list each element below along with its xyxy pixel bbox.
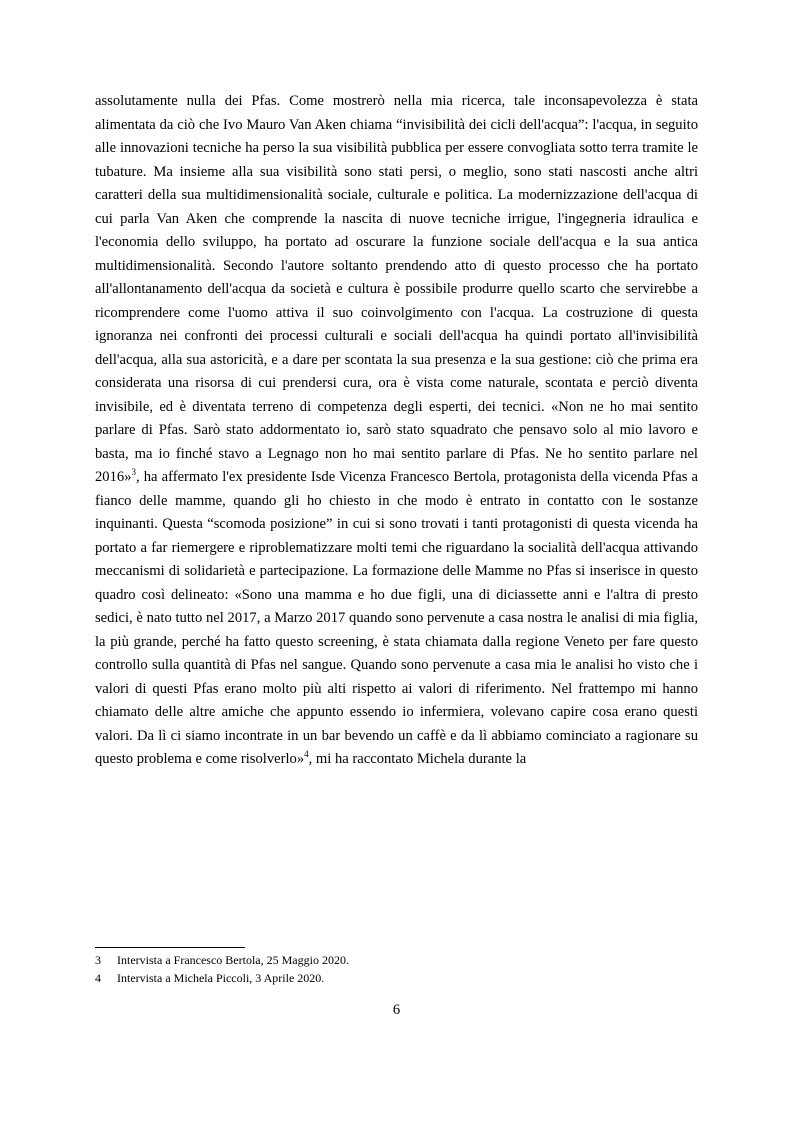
body-text-part-3: , mi ha raccontato Michela durante la bbox=[308, 751, 527, 767]
page-number: 6 bbox=[392, 1002, 401, 1018]
body-text-part-1: assolutamente nulla dei Pfas. Come mostrerò nella mia ricerca, tale inconsapevolezza è stata alimentata da ciò che Ivo Mauro Van Aken chiama “invisibilità dei cicli dell'acqua”: l'acqua, in seguito alle innovazioni tecniche ha perso la sua visibilità pubblica per essere convogliata sotto terra tramite le tubature. Ma insieme alla sua visibilità sono stati persi, o meglio, sono stati nascosti anche altri caratteri della sua multidimensionalità sociale, culturale e politica. La modernizzazione dell'acqua di cui parla Van Aken che comprende la nascita di nuove tecniche irrigue, l'ingegneria idraulica e l'economia dello sviluppo, ha portato ad oscurare la funzione sociale dell'acqua e la sua antica multidimensionalità. Secondo l'autore soltanto prendendo atto di questo processo che ha portato all'allontanamento dell'acqua da società e cultura è possibile produrre quello scarto che servirebbe a ricomprendere come l'uomo attiva il suo coinvolgimento con l'acqua. La costruzione di questa ignoranza nei confronti dei processi culturali e sociali dell'acqua ha quindi portato all'invisibilità dell'acqua, alla sua astoricità, e a dare per scontata la sua presenza e la sua gestione: ciò che prima era considerata una risorsa di cui prendersi cura, ora è vista come naturale, scontata e perciò diventa invisibile, ed è diventata terreno di competenza degli esperti, dei tecnici. «Non ne ho mai sentito parlare di Pfas. Sarò stato addormentato io, sarò stato squadrato che pensavo solo al mio lavoro e basta, ma io finché stavo a Legnago non ho mai sentito parlare di Pfas. Ne ho sentito parlare nel 2016» bbox=[95, 93, 698, 485]
footnote-number: 3 bbox=[95, 953, 101, 967]
body-text-part-2: , ha affermato l'ex presidente Isde Vicenza Francesco Bertola, protagonista della vicenda Pfas a fianco delle mamme, quando gli ho chiesto in che modo è entrato in contatto con le sostanze inquinanti. Questa “scomoda posizione” in cui si sono trovati i tanti protagonisti di questa vicenda ha portato a far riemergere e riproblematizzare molti temi che riguardano la socialità dell'acqua attivando meccanismi di solidarietà e partecipazione. La formazione delle Mamme no Pfas si inserisce in questo quadro così delineato: «Sono una mamma e ho due figli, una di diciassette anni e l'altra di presto sedici, è nato tutto nel 2017, a Marzo 2017 quando sono pervenute a casa nostra le analisi di mia figlia, la più grande, perché ha fatto questo screening, è stata chiamata dalla regione Veneto per fare questo controllo sulla quantità di Pfas nel sangue. Quando sono pervenute a casa mia le analisi ho visto che i valori di questi Pfas erano molto più alti rispetto ai valori di riferimento. Nel frattempo mi hanno chiamato delle altre amiche che appunto essendo io infermiera, volevano capire cosa erano questi valori. Da lì ci siamo incontrate in un bar bevendo un caffè e da lì abbiamo cominciato a ragionare su questo problema e come risolverlo» bbox=[95, 469, 698, 767]
footnote-text: Intervista a Francesco Bertola, 25 Maggio 2020. bbox=[117, 953, 349, 967]
footnote-4 bbox=[95, 969, 698, 987]
footnote-separator bbox=[95, 947, 245, 948]
body-paragraph bbox=[95, 90, 698, 772]
footnote-3 bbox=[95, 951, 698, 969]
footnote-ref-3[interactable]: 3 bbox=[131, 467, 136, 478]
footnotes bbox=[95, 951, 698, 987]
footnote-ref-4[interactable]: 4 bbox=[304, 749, 309, 760]
footnote-text: Intervista a Michela Piccoli, 3 Aprile 2020. bbox=[117, 971, 325, 985]
footnote-number: 4 bbox=[95, 971, 101, 985]
